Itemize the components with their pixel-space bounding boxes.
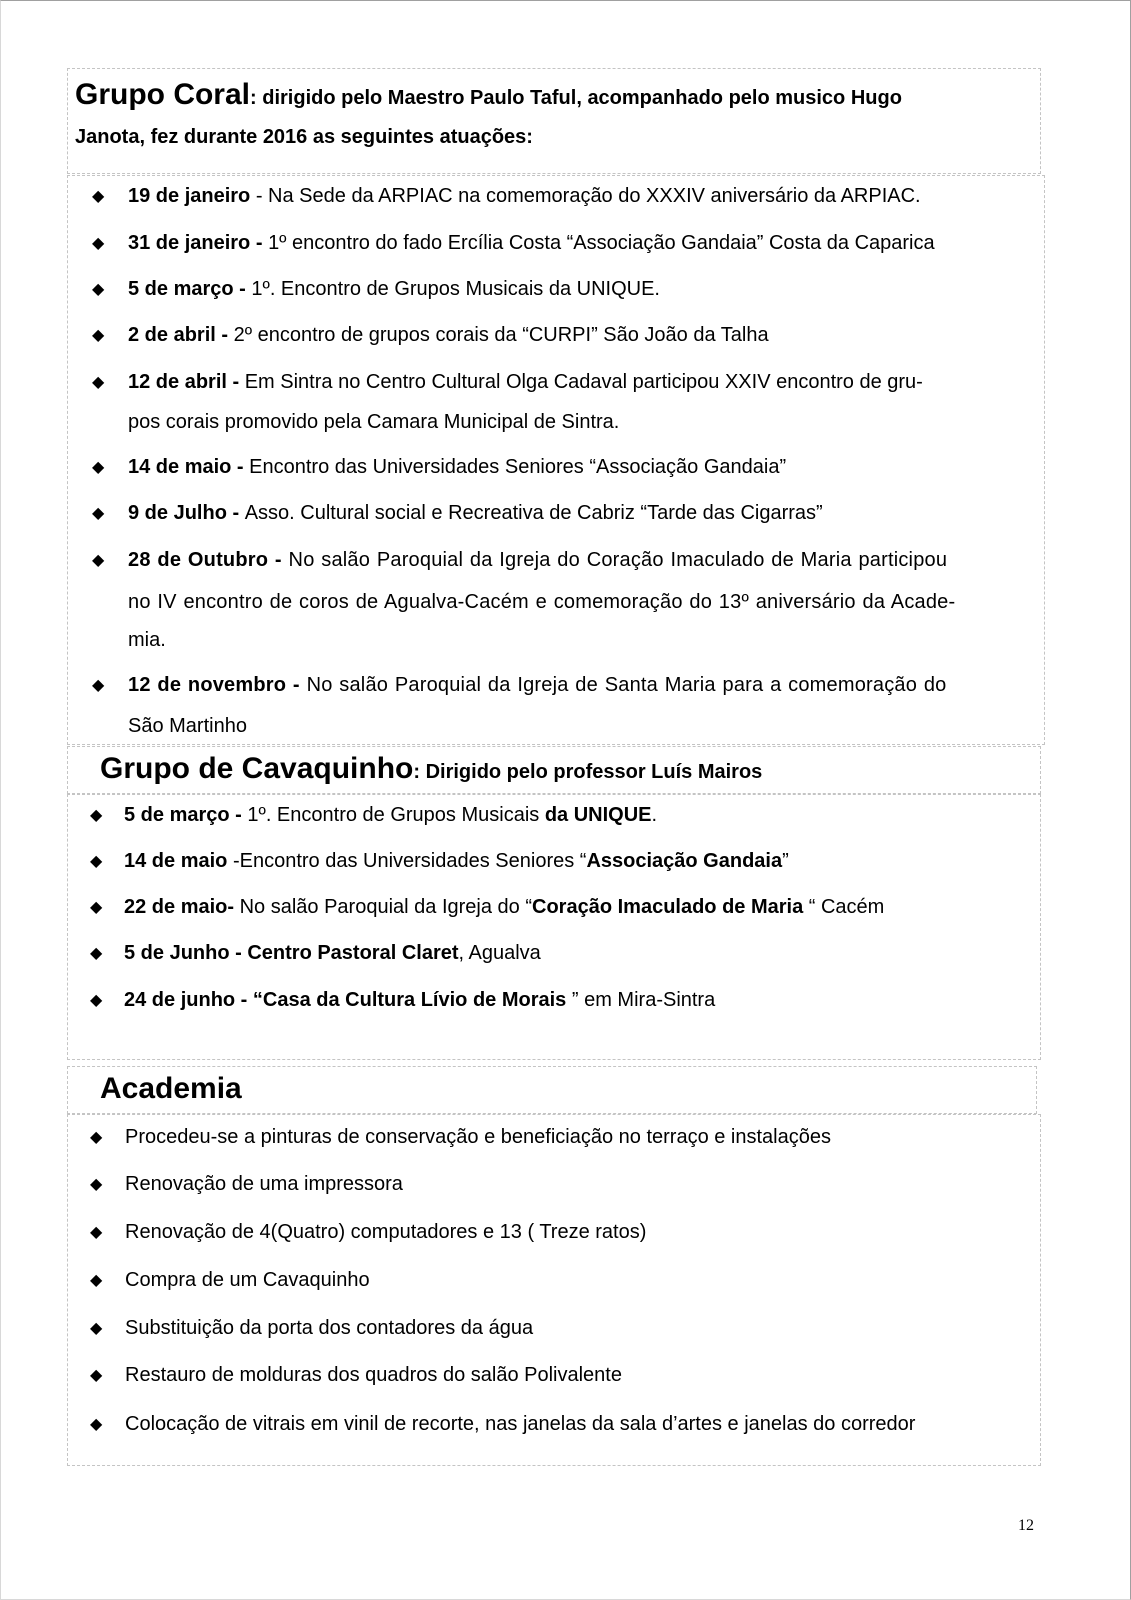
bullet-icon: ◆ bbox=[92, 188, 105, 205]
list-item: 5 de março - 1º. Encontro de Grupos Musicais da UNIQUE. bbox=[128, 278, 660, 300]
bullet-icon: ◆ bbox=[92, 552, 105, 569]
bullet-icon: ◆ bbox=[90, 945, 103, 962]
list-item: 31 de janeiro - 1º encontro do fado Ercília Costa “Associação Gandaia” Costa da Caparica bbox=[128, 232, 935, 254]
bullet-icon: ◆ bbox=[90, 1272, 103, 1289]
list-item: Renovação de uma impressora bbox=[125, 1173, 403, 1195]
grupo-cavaquinho-list-box bbox=[67, 794, 1041, 1060]
grupo-cavaquinho-heading bbox=[100, 752, 762, 786]
bullet-icon: ◆ bbox=[90, 1224, 103, 1241]
list-item: 28 de Outubro - No salão Paroquial da Igreja do Coração Imaculado de Maria participou bbox=[128, 549, 948, 571]
list-item: 24 de junho - “Casa da Cultura Lívio de Morais ” em Mira-Sintra bbox=[124, 989, 716, 1011]
list-item: 14 de maio - Encontro das Universidades Seniores “Associação Gandaia” bbox=[128, 456, 787, 478]
list-item: Procedeu-se a pinturas de conservação e beneficiação no terraço e instalações bbox=[125, 1126, 831, 1148]
list-item: 5 de Junho - Centro Pastoral Claret, Agualva bbox=[124, 942, 541, 964]
list-item: Renovação de 4(Quatro) computadores e 13 ( Treze ratos) bbox=[125, 1221, 647, 1243]
list-item: 2 de abril - 2º encontro de grupos corais da “CURPI” São João da Talha bbox=[128, 324, 769, 346]
list-item: Restauro de molduras dos quadros do salão Polivalente bbox=[125, 1364, 622, 1386]
list-item-continuation: São Martinho bbox=[128, 715, 247, 737]
list-item-continuation: mia. bbox=[128, 629, 166, 651]
bullet-icon: ◆ bbox=[90, 1367, 103, 1384]
list-item: 12 de novembro - No salão Paroquial da Igreja de Santa Maria para a comemoração do bbox=[128, 674, 947, 696]
bullet-icon: ◆ bbox=[92, 459, 105, 476]
grupo-coral-subtitle: : dirigido pelo Maestro Paulo Taful, acompanhado pelo musico Hugo bbox=[250, 87, 902, 109]
bullet-icon: ◆ bbox=[92, 374, 105, 391]
bullet-icon: ◆ bbox=[92, 505, 105, 522]
list-item: Compra de um Cavaquinho bbox=[125, 1269, 370, 1291]
bullet-icon: ◆ bbox=[90, 992, 103, 1009]
list-item: 9 de Julho - Asso. Cultural social e Recreativa de Cabriz “Tarde das Cigarras” bbox=[128, 502, 823, 524]
grupo-cavaquinho-subtitle: : Dirigido pelo professor Luís Mairos bbox=[413, 761, 763, 783]
list-item: Colocação de vitrais em vinil de recorte, nas janelas da sala d’artes e janelas do corredor bbox=[125, 1413, 916, 1435]
bullet-icon: ◆ bbox=[90, 899, 103, 916]
page-number: 12 bbox=[1018, 1517, 1034, 1534]
list-item: 19 de janeiro - Na Sede da ARPIAC na comemoração do XXXIV aniversário da ARPIAC. bbox=[128, 185, 921, 207]
bullet-icon: ◆ bbox=[92, 235, 105, 252]
grupo-cavaquinho-title: Grupo de Cavaquinho bbox=[100, 752, 414, 785]
bullet-icon: ◆ bbox=[90, 1176, 103, 1193]
list-item: 22 de maio- No salão Paroquial da Igreja do “Coração Imaculado de Maria “ Cacém bbox=[124, 896, 885, 918]
bullet-icon: ◆ bbox=[92, 677, 105, 694]
grupo-coral-heading bbox=[75, 78, 902, 112]
academia-title: Academia bbox=[100, 1072, 242, 1105]
list-item: Substituição da porta dos contadores da água bbox=[125, 1317, 534, 1339]
list-item-continuation: pos corais promovido pela Camara Municipal de Sintra. bbox=[128, 411, 620, 433]
list-item: 14 de maio -Encontro das Universidades Seniores “Associação Gandaia” bbox=[124, 850, 789, 872]
bullet-icon: ◆ bbox=[90, 1416, 103, 1433]
grupo-coral-subtitle-line2: Janota, fez durante 2016 as seguintes atuações: bbox=[75, 126, 533, 148]
bullet-icon: ◆ bbox=[90, 853, 103, 870]
list-item-continuation: no IV encontro de coros de Agualva-Cacém e comemoração do 13º aniversário da Acade- bbox=[128, 591, 956, 613]
bullet-icon: ◆ bbox=[92, 281, 105, 298]
bullet-icon: ◆ bbox=[92, 327, 105, 344]
bullet-icon: ◆ bbox=[90, 1320, 103, 1337]
list-item: 5 de março - 1º. Encontro de Grupos Musicais da UNIQUE. bbox=[124, 804, 658, 826]
list-item: 12 de abril - Em Sintra no Centro Cultural Olga Cadaval participou XXIV encontro de gru- bbox=[128, 371, 923, 393]
grupo-coral-title: Grupo Coral bbox=[75, 78, 251, 111]
bullet-icon: ◆ bbox=[90, 1129, 103, 1146]
bullet-icon: ◆ bbox=[90, 807, 103, 824]
